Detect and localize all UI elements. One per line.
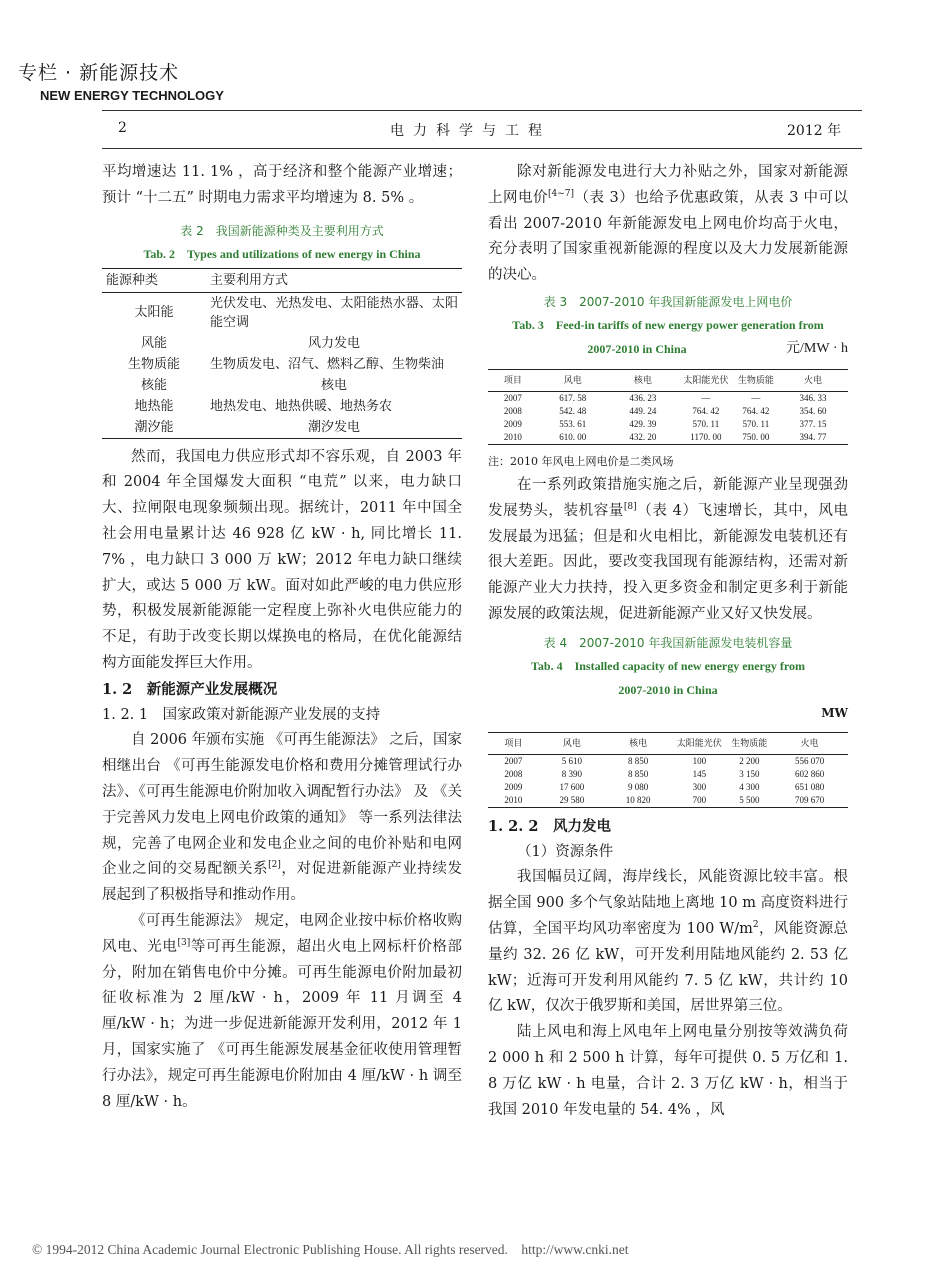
table-cell: 436. 23 (629, 392, 657, 403)
table-cell: 2007 (503, 392, 522, 403)
text-span: 我国幅员辽阔，海岸线长，风能资源比较丰富。根据全国 900 多个气象站陆地上离地 10 m 高度资料进行估算，全国平均风功率密度为 100 W/m (488, 869, 848, 937)
citation: [2] (268, 860, 281, 871)
table3-caption-cn: 表 3 2007-2010 年我国新能源发电上网电价 (543, 294, 793, 309)
paragraph-installed (488, 473, 848, 628)
table-row (102, 333, 462, 354)
table2-header-type: 能源种类 (102, 268, 206, 292)
text-span: （表 4）飞速增长，其中，风电发展最为迅猛；但是和火电相比，新能源发电装机还有很大差距。因此，要改变我国现有能源结构，还需对新能源产业大力扶持，投入更多资金和制定更多利于新能源发展的政策法规，促进新能源产业又好又快发展。 (488, 502, 848, 622)
table-cell: 2007 (504, 755, 523, 766)
table-header: 风电 (538, 369, 608, 391)
table3 (488, 369, 848, 445)
table3-caption-en-1: Tab. 3 Feed-in tariffs of new energy power generation from (512, 317, 824, 332)
table-cell: 700 (671, 794, 727, 808)
table-cell: 2009 (504, 781, 523, 792)
table-cell: 300 (692, 781, 707, 792)
table-cell: 449. 24 (629, 405, 657, 416)
table4-caption-en-1: Tab. 4 Installed capacity of new energy energy from (531, 658, 805, 673)
table-cell: 651 080 (795, 781, 825, 792)
text-span: 《可再生能源法》 规定，电网企业按中标价格收购风电、光电 (102, 912, 462, 955)
table4-unit: MW (821, 705, 848, 720)
table-cell: 光伏发电、光热发电、太阳能热水器、太阳能空调 (210, 295, 458, 330)
journal-name: 电力科学与工程 (390, 123, 551, 139)
table-row (488, 781, 848, 794)
paragraph-wind-resources (488, 865, 848, 1020)
table-row (102, 396, 462, 417)
column-title-en: NEW ENERGY TECHNOLOGY (40, 88, 224, 103)
left-column (102, 160, 462, 1115)
table-cell: 地热发电、地热供暖、地热务农 (210, 398, 393, 414)
running-head-rule (102, 148, 862, 149)
table-header: 核电 (605, 732, 671, 754)
table-row (102, 292, 462, 333)
citation: [8] (623, 501, 637, 512)
table-row (488, 391, 848, 405)
header-rule (102, 110, 862, 111)
citation: [3] (177, 937, 191, 948)
table-cell: 核电 (320, 377, 347, 393)
table-cell: 1170. 00 (678, 431, 734, 445)
table-cell: 潮汐发电 (206, 417, 462, 439)
table-cell: 145 (692, 768, 707, 779)
text-span: 自 2006 年颁布实施 《可再生能源法》 之后，国家相继出台 《可再生能源发电价格和费用分摊管理试行办法》、《可再生能源电价附加收入调配暂行办法》 及 《关于完善风力发电上网电价政策的通知》 等一系列法律法规，完善了电网企业和发电企业之间的电价补贴和电网企业之间的交易配额关系 (102, 732, 462, 878)
table-row (488, 405, 848, 418)
table-cell: 5 500 (727, 794, 771, 808)
table-cell: 9 080 (628, 781, 649, 792)
column-title-cn: 专栏 · 新能源技术 (18, 62, 180, 84)
table2-header-usage: 主要利用方式 (206, 268, 462, 292)
table-cell: 100 (692, 755, 707, 766)
table-row (488, 768, 848, 781)
page-number: 2 (118, 120, 127, 136)
table-cell: 432. 20 (608, 431, 678, 445)
table-cell: 2 200 (739, 755, 760, 766)
table-cell: 542. 48 (559, 405, 587, 416)
section-1-2-2-heading: 1. 2. 2 风力发电 (488, 817, 611, 835)
table-cell: 生物质发电、沼气、燃料乙醇、生物柴油 (210, 356, 445, 372)
table-header: 生物质能 (727, 732, 771, 754)
table-cell: 生物质能 (127, 356, 180, 372)
table-cell: 5 610 (561, 755, 583, 766)
table-cell: — (701, 392, 711, 403)
table-header: 火电 (771, 732, 848, 754)
table-cell: 764. 42 (742, 405, 770, 416)
table-cell: 556 070 (795, 755, 825, 766)
table-header: 太阳能光伏 (678, 369, 734, 391)
table-cell: 429. 39 (629, 418, 657, 429)
table-cell: 2009 (503, 418, 522, 429)
table-cell: 394. 77 (778, 431, 848, 445)
paragraph-wind-generation: 陆上风电和海上风电年上网电量分别按等效满负荷 2 000 h 和 2 500 h 计算，每年可提供 0. 5 万亿和 1. 8 万亿 kW · h 电量，合计 2. 3 万亿 kW · h，相当于我国 2010 年发电量的 54. 4% ，风 (488, 1024, 848, 1118)
table2 (102, 268, 462, 439)
table-row (488, 794, 848, 808)
table3-caption-en-2 (488, 337, 848, 361)
text-span: ，风能资源总量约 32. 26 亿 kW，可开发利用陆地风能约 2. 53 亿 kW；近海可开发利用风能约 7. 5 亿 kW，共计约 10 亿 kW，仅次于俄罗斯和美国，居世界第三位。 (488, 920, 849, 1015)
table-cell: 地热能 (134, 398, 174, 414)
table-cell: 617. 58 (559, 392, 587, 403)
table-cell: — (751, 392, 761, 403)
table2-caption-cn: 表 2 我国新能源种类及主要利用方式 (180, 223, 384, 238)
table-row (488, 431, 848, 445)
table-cell: 354. 60 (799, 405, 827, 416)
table-row (488, 754, 848, 768)
copyright-footer: © 1994-2012 China Academic Journal Electronic Publishing House. All rights reserved. http://www.cnki.net (32, 1242, 629, 1257)
table-cell: 太阳能 (134, 305, 174, 321)
table-cell: 750. 00 (734, 431, 778, 445)
paragraph-power-shortage: 然而，我国电力供应形式却不容乐观，自 2003 年和 2004 年全国爆发大面积 “电荒” 以来，电力缺口大、拉闸限电现象频频出现。据统计，2011 年中国全社会用电量累计达 46 928 亿 kW · h, 同比增长 11. 7% ，电力缺口 3 000 万 kW；2012 年电力缺口继续扩大，或达 5 000 万 kW。面对如此严峻的电力供应形势，积极发展新能源能一定程度上弥补火电供应能力的不足，有助于改变长期以煤换电的格局，在优化能源结构方面能发挥巨大作用。 (102, 448, 462, 671)
table-row (102, 354, 462, 375)
table-cell: 570. 11 (692, 418, 720, 429)
intro-paragraph: 平均增速达 11. 1% ，高于经济和整个能源产业增速；预计 “十二五” 时期电力需求平均增速为 8. 5% 。 (102, 164, 462, 206)
table-cell: 10 820 (605, 794, 671, 808)
subsection-resources: （1）资源条件 (517, 843, 614, 860)
table4 (488, 732, 848, 808)
table-cell: 553. 61 (559, 418, 587, 429)
text-span: 2007-2010 in China (587, 341, 687, 356)
table3-unit: 元/MW · h (786, 340, 848, 356)
table-cell: 核能 (140, 377, 167, 393)
paragraph-renewable-law (102, 909, 462, 1115)
table-row (102, 375, 462, 396)
text-span: ，对促进新能源产业持续发展起到了积极指导和推动作用。 (102, 861, 463, 904)
table-cell: 377. 15 (799, 418, 827, 429)
table4-caption-cn: 表 4 2007-2010 年我国新能源发电装机容量 (543, 635, 793, 650)
table-cell: 610. 00 (538, 431, 608, 445)
table-cell: 8 850 (628, 755, 649, 766)
table-cell: 8 850 (628, 768, 649, 779)
table-cell: 风力发电 (307, 335, 360, 351)
citation: [4~7] (547, 188, 574, 199)
table-cell: 8 390 (561, 768, 583, 779)
table2-caption-en: Tab. 2 Types and utilizations of new energy in China (143, 246, 421, 261)
table-cell: 602 860 (795, 768, 825, 779)
section-1-2-1-heading: 1. 2. 1 国家政策对新能源产业发展的支持 (102, 706, 381, 723)
table-row (102, 417, 462, 439)
text-span: 在一系列政策措施实施之后，新能源产业呈现强劲发展势头，装机容量 (488, 476, 848, 519)
table4-caption-en-2: 2007-2010 in China (618, 682, 718, 697)
table-header: 项目 (488, 369, 538, 391)
table-cell: 2008 (503, 405, 522, 416)
table-cell: 2010 (488, 794, 539, 808)
section-1-2-heading: 1. 2 新能源产业发展概况 (102, 680, 278, 698)
table-cell: 17 600 (559, 781, 585, 792)
table-cell: 346. 33 (799, 392, 827, 403)
table-cell: 2008 (504, 768, 523, 779)
text-span: 除对新能源发电进行大力补贴之外，国家对新能源上网电价 (488, 164, 848, 206)
table-cell: 风能 (140, 335, 167, 351)
table-cell: 29 580 (539, 794, 605, 808)
table-cell: 764. 42 (692, 405, 720, 416)
right-column (488, 160, 848, 1123)
table3-note: 注：2010 年风电上网电价是二类风场 (488, 454, 674, 468)
paragraph-policy-2006 (102, 728, 462, 909)
superscript: 2 (752, 920, 759, 931)
table-header: 项目 (488, 732, 539, 754)
table-cell: 570. 11 (742, 418, 770, 429)
table-cell: 3 150 (739, 768, 760, 779)
journal-year: 2012 年 (787, 123, 842, 139)
table-header: 生物质能 (734, 369, 778, 391)
table-cell: 2010 (488, 431, 538, 445)
table-header: 风电 (539, 732, 605, 754)
paragraph-subsidy (488, 160, 848, 289)
table-cell: 潮汐能 (102, 417, 206, 439)
table-cell: 709 670 (771, 794, 848, 808)
table-header: 太阳能光伏 (671, 732, 727, 754)
text-span: 等可再生能源，超出火电上网标杆价格部分，附加在销售电价中分摊。可再生能源电价附加最初征收标准为 2 厘/kW · h，2009 年 11 月调至 4 厘/kW · h；为进一步促进新能源开发利用，2012 年 1 月，国家实施了 《可再生能源发展基金征收使用管理暂行办法》，规定可再生能源电价附加由 4 厘/kW · h 调至 8 厘/kW · h。 (102, 938, 463, 1110)
table-row (488, 418, 848, 431)
table-header: 火电 (778, 369, 848, 391)
table-header: 核电 (608, 369, 678, 391)
table-cell: 4 300 (739, 781, 760, 792)
text-span: （表 3）也给予优惠政策，从表 3 中可以看出 2007-2010 年新能源发电上网电价均高于火电，充分表明了国家重视新能源的程度以及大力发展新能源的决心。 (488, 189, 848, 284)
